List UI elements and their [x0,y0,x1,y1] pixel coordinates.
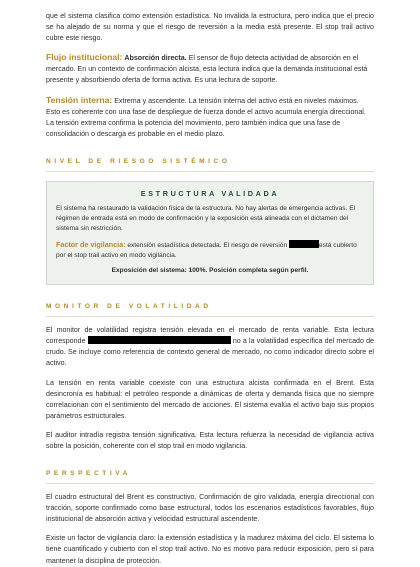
section-title-perspective: PERSPECTIVA [46,470,374,484]
perspective-paragraph-2: Existe un factor de vigilancia claro: la extensión estadística y la madurez máxima del ciclo. El sistema lo tiene cuantificado y cubierto con el stop trail activo. No es motivo para reducir exposición, pero sí para mantener la disciplina de protección. [46,534,374,565]
vigilance-label: Factor de vigilancia: [56,239,126,249]
factor-text: Extrema y ascendente. La tensión interna del activo está en niveles máximos. Esto es coherente con una fase de despliegue de fuerza donde el activo acumula energía direccional. La tensión extrema confirma la potencia del movimiento, pero también indica que una fase de consolidación o descarga es probable en el medio plazo. [46,96,366,138]
vigilance-text: extensión estadística detectada. El riesgo de reversión [125,241,289,249]
redaction-bar [289,240,319,248]
vigilance-text-end: está cubierto por el stop trail activo en modo vigilancia. [56,241,357,259]
box-paragraph: El sistema ha restaurado la validación física de la estructura. No hay alertas de emergencia activas. El régimen de entrada está en modo de confirmación y la exposición está alineada con el dictamen del sistema sin restricción. [56,204,356,233]
factor-label: Flujo institucional: [46,52,123,63]
perspective-paragraph-1: El cuadro estructural del Brent es constructivo. Confirmación de giro validada, energía direccional con tracción, soporte confirmado como base estructural, todos los escenarios estadísticos favorables, flujo institucional de absorción activa y velocidad estructural ascendente. [46,493,374,524]
factor-internal-tension [46,95,374,140]
volatility-paragraph-3: El auditor intradía registra tensión significativa. Esta lectura refuerza la necesidad de vigilancia activa sobre la posición, coherente con el stop trail en modo vigilancia. [46,430,374,450]
factor-headline: Absorción directa. [124,54,187,63]
factor-text: El sensor de flujo detecta actividad de absorción en el mercado. En un contexto de confirmación alcista, esta lectura indica que la demanda institucional está presente y absorbiendo oferta de forma activa. Es una lectura de soporte. [46,54,368,85]
volatility-text: El monitor de volatilidad registra tensión elevada en el mercado de renta variable. Esta lectura corresponde [46,326,374,346]
volatility-text-end: no a la volatilidad específica del mercado de crudo. Se incluye como referencia de contexto general de mercado, no como indicador directo sobre el activo. [46,337,374,368]
redaction-bar [88,336,231,344]
box-title: ESTRUCTURA VALIDADA [140,188,280,198]
factor-institutional-flow [46,52,374,86]
exposure-line: Exposición del sistema: 100%. Posición completa según perfil. [111,266,309,274]
factor-label: Tensión interna: [46,94,113,105]
volatility-paragraph-1 [46,325,374,369]
volatility-paragraph-2: La tensión en renta variable coexiste con una estructura alcista confirmada en el Brent. Esta desincronía es habitual: el petróleo responde a dinámicas de oferta y demanda física que no siempre correlacionan con el sentimiento del mercado de acciones. El sistema evalúa el activo bajo sus propios parámetros estructurales. [46,378,374,420]
section-title-risk: NIVEL DE RIESGO SISTÉMICO [46,158,374,172]
section-title-volatility: MONITOR DE VOLATILIDAD [46,303,374,317]
intro-paragraph: que el sistema clasifica como extensión estadística. No invalida la estructura, pero indica que el precio se ha alejado de su norma y que el riesgo de reversión a la media está presente. El stop trail activo cubre este riesgo. [46,12,374,43]
validated-structure-box [46,181,374,285]
box-vigilance-factor [56,240,364,261]
